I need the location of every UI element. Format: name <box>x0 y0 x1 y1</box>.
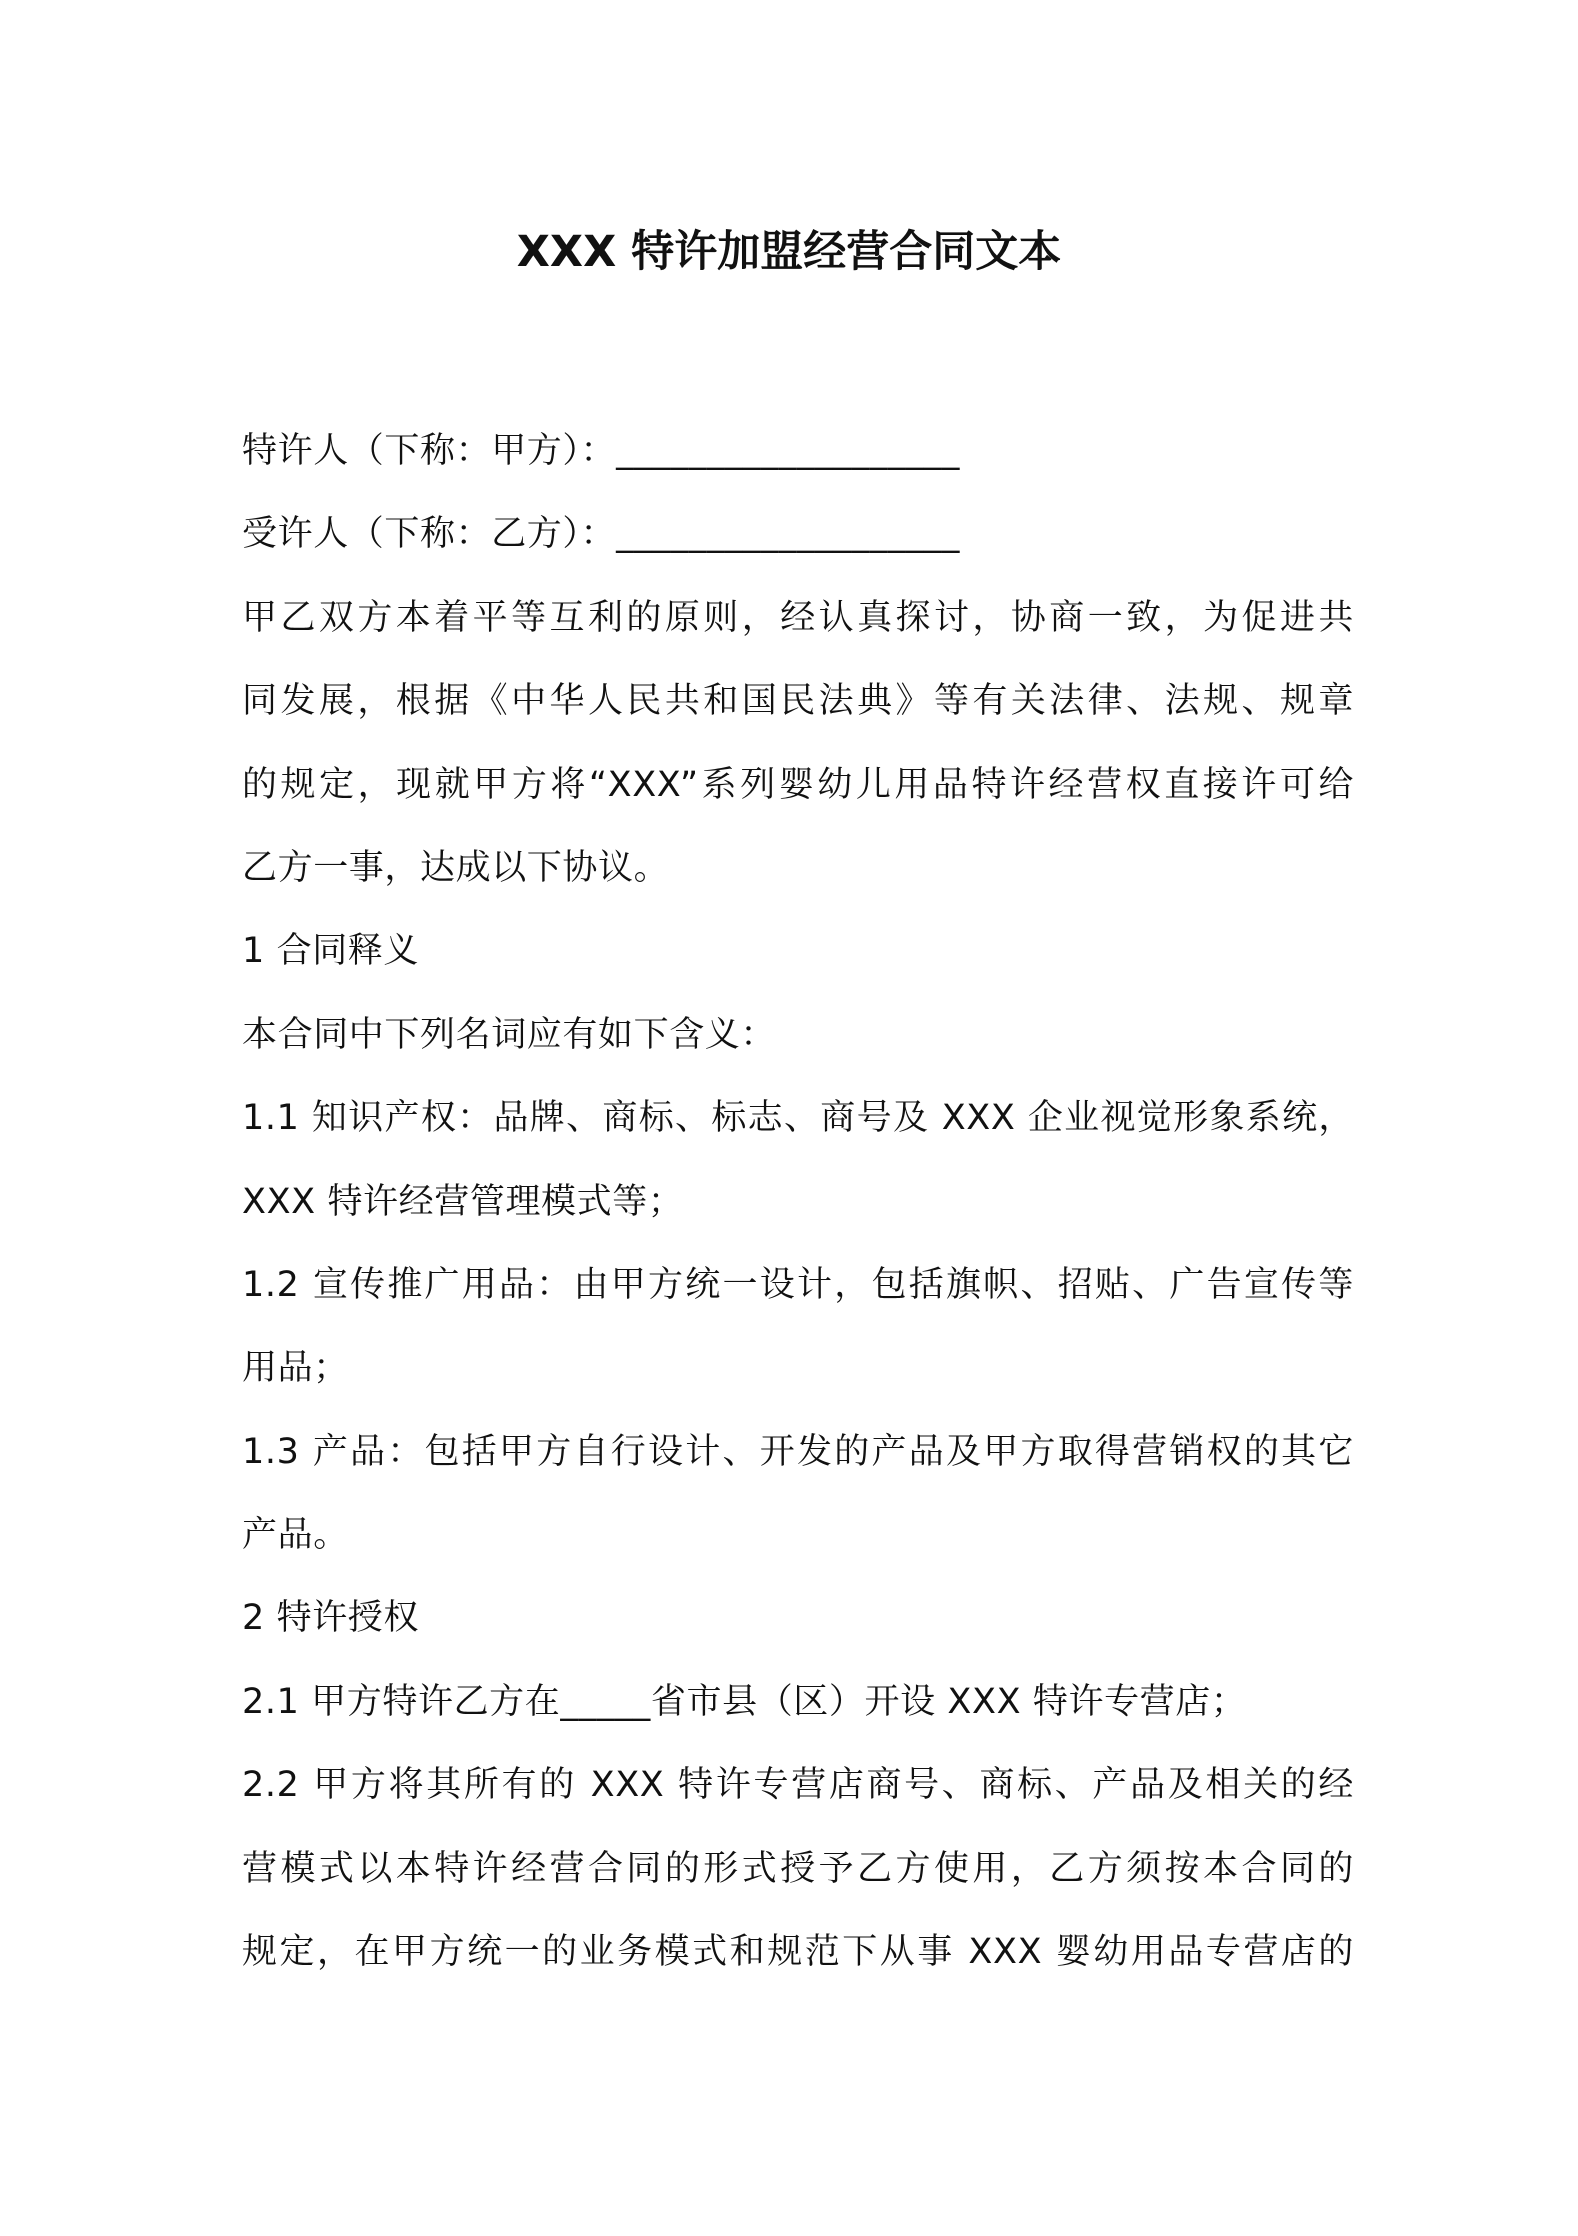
party-b-line: 受许人（下称：乙方）：___________________ <box>242 514 961 555</box>
party-a-line: 特许人（下称：甲方）：___________________ <box>242 431 961 471</box>
clause-line: 规定，在甲方统一的业务模式和规范下从事 XXX 婴幼用品专营店的 <box>242 1932 1354 1973</box>
clause-line: 1.1 知识产权：品牌、商标、标志、商号及 XXX 企业视觉形象系统， <box>242 1098 1354 1139</box>
clause-line: XXX 特许经营管理模式等； <box>242 1181 684 1222</box>
clause-line: 2.1 甲方特许乙方在_____省市县（区）开设 XXX 特许专营店； <box>242 1681 1247 1722</box>
clause-line: 营模式以本特许经营合同的形式授予乙方使用，乙方须按本合同的 <box>242 1848 1354 1889</box>
section-heading: 2 特许授权 <box>242 1598 419 1639</box>
clause-line: 产品。 <box>242 1515 349 1556</box>
preamble-line: 乙方一事，达成以下协议。 <box>242 847 670 888</box>
preamble-line: 甲乙双方本着平等互利的原则，经认真探讨，协商一致，为促进共 <box>242 597 1354 638</box>
clause-line: 本合同中下列名词应有如下含义： <box>242 1014 777 1055</box>
clause-line: 2.2 甲方将其所有的 XXX 特许专营店商号、商标、产品及相关的经 <box>242 1765 1354 1806</box>
clause-line: 用品； <box>242 1348 349 1389</box>
document-body <box>242 410 1354 1994</box>
section-heading: 1 合同释义 <box>242 931 419 972</box>
clause-line: 1.2 宣传推广用品：由甲方统一设计，包括旗帜、招贴、广告宣传等 <box>242 1264 1354 1305</box>
preamble-line: 的规定，现就甲方将“XXX”系列婴幼儿用品特许经营权直接许可给 <box>242 764 1354 805</box>
document-title: XXX 特许加盟经营合同文本 <box>516 227 1062 277</box>
clause-line: 1.3 产品：包括甲方自行设计、开发的产品及甲方取得营销权的其它 <box>242 1431 1354 1472</box>
preamble-line: 同发展，根据《中华人民共和国民法典》等有关法律、法规、规章 <box>242 681 1354 722</box>
